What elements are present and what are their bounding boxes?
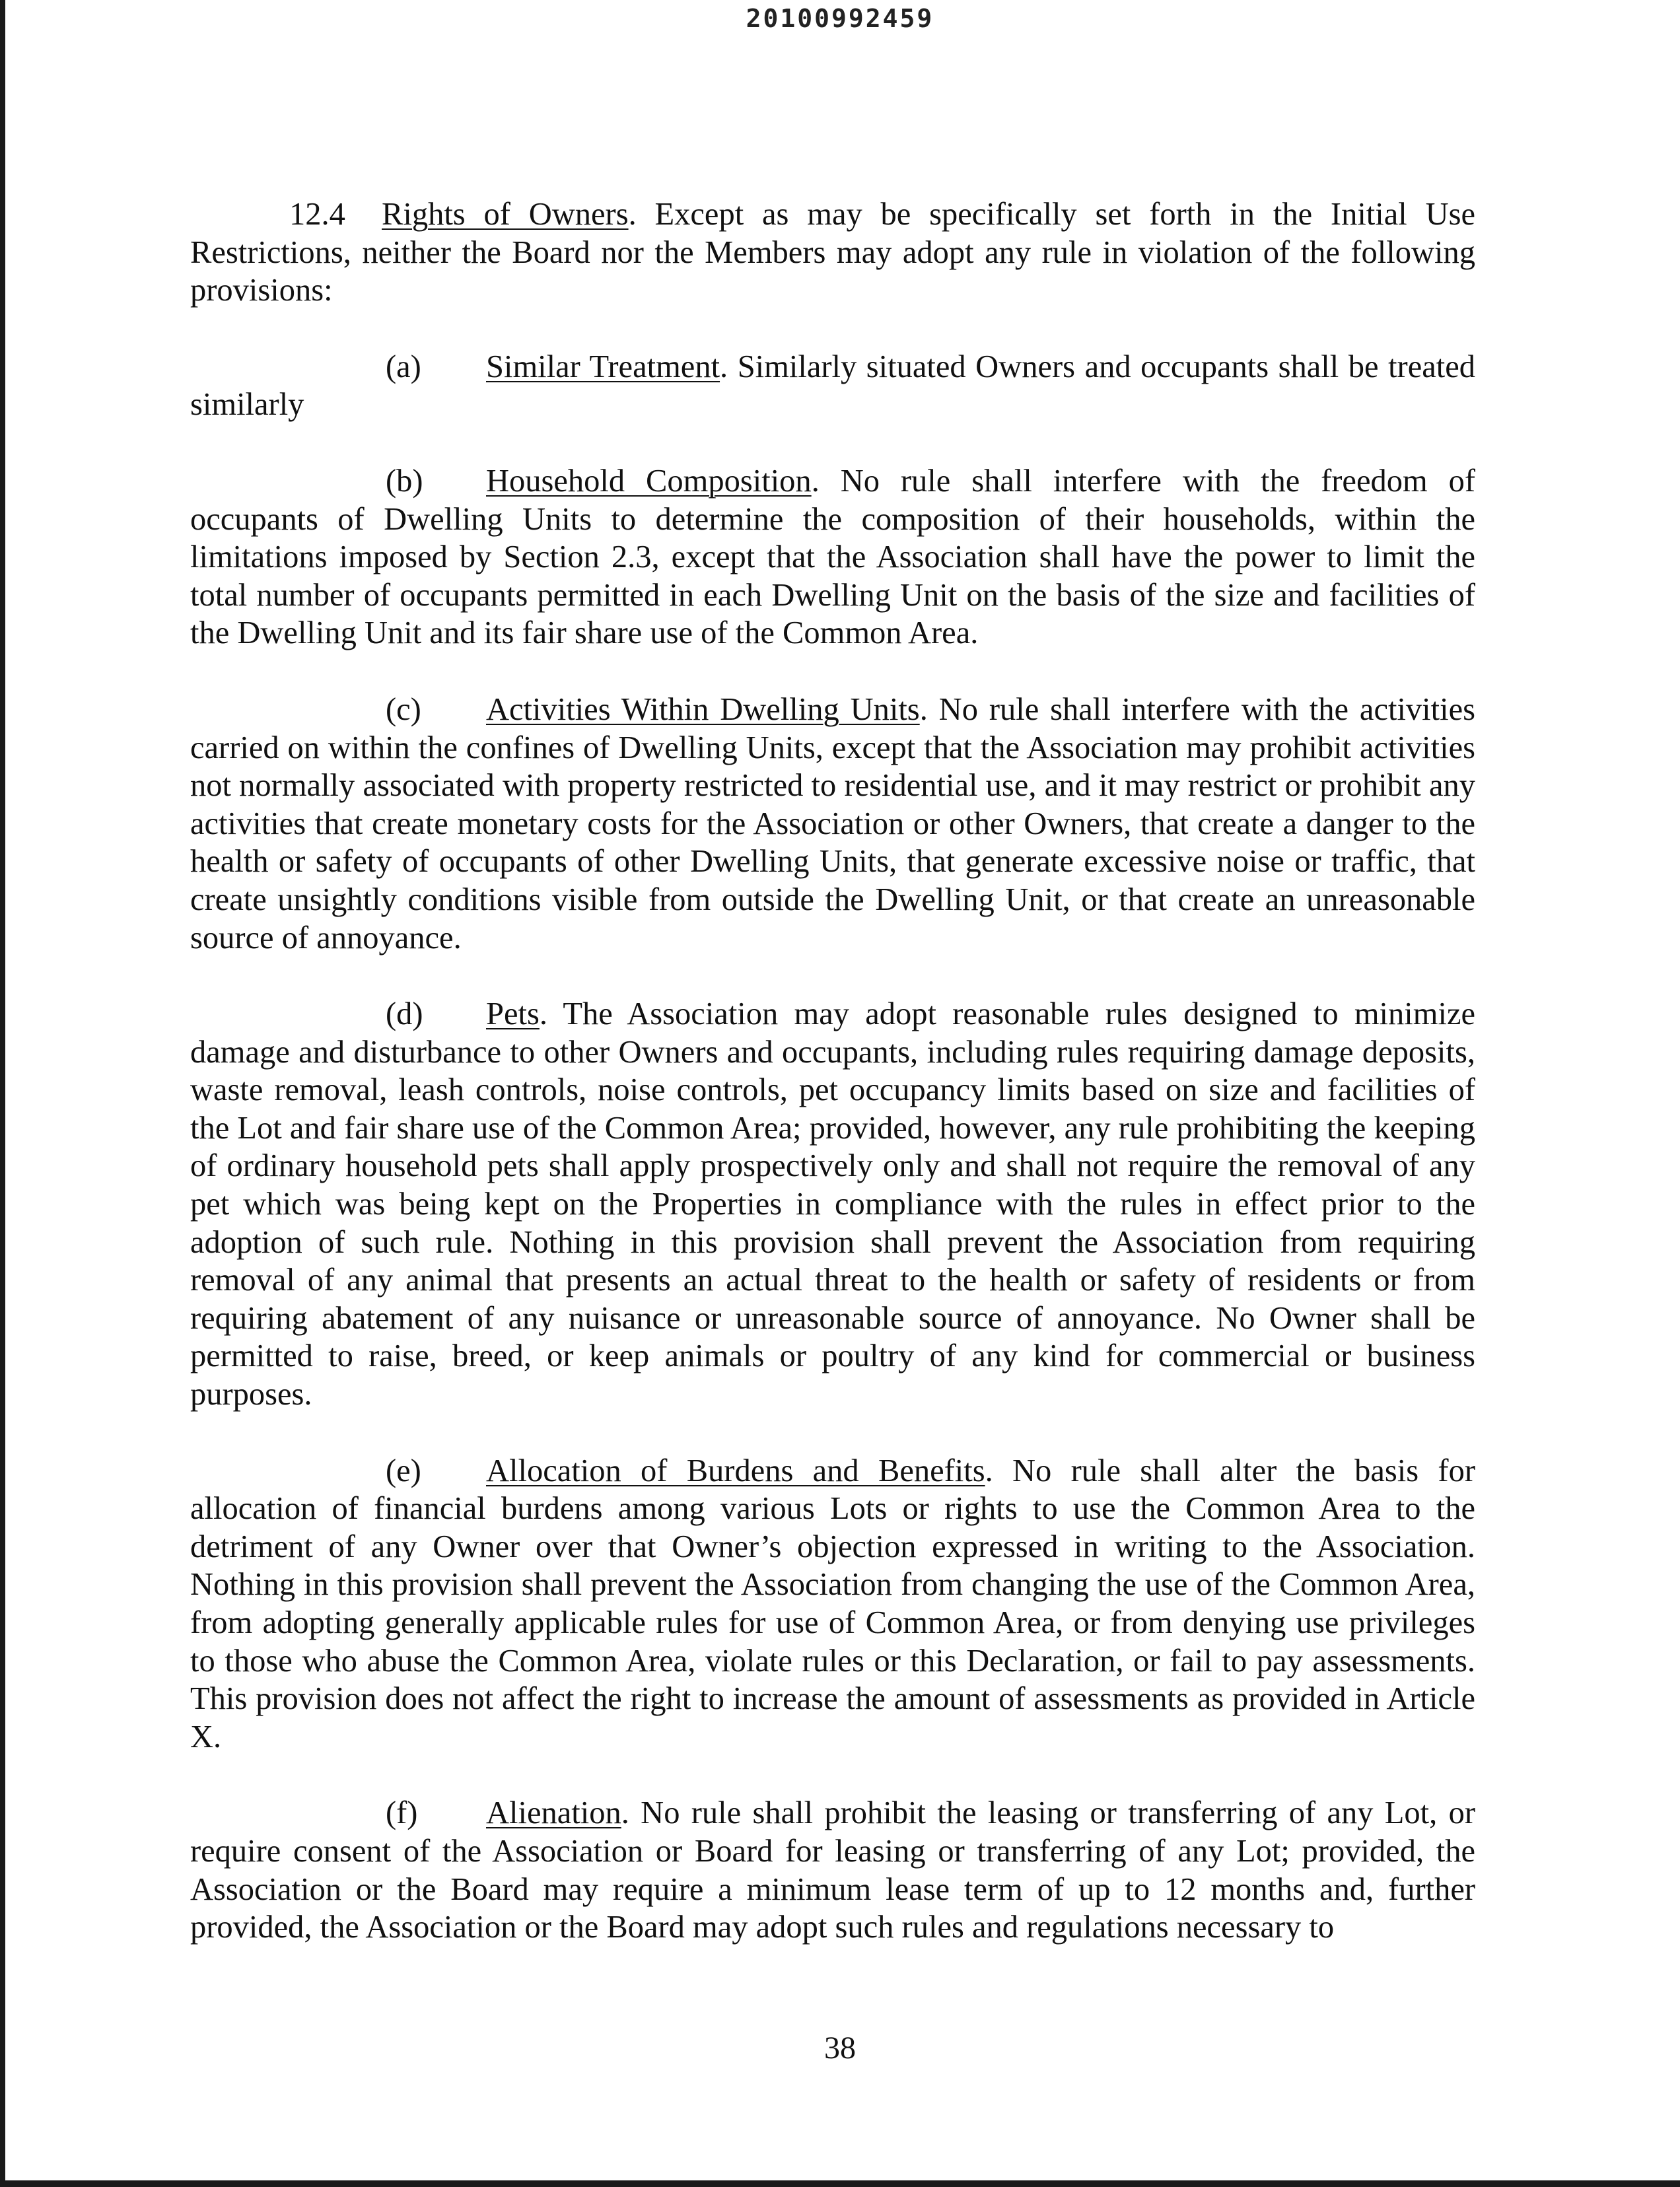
item-label: (e) — [386, 1453, 421, 1488]
scan-border-bottom — [0, 2180, 1680, 2187]
scan-border-left — [0, 0, 5, 2187]
section-heading: Rights of Owners — [382, 197, 629, 232]
item-heading: Similar Treatment — [486, 349, 720, 384]
page-body — [190, 195, 1475, 1985]
item-text: . Similarly situated Owners and occupants shall be treated similarly — [190, 349, 1475, 423]
item-heading: Activities Within Dwelling Units — [486, 691, 920, 727]
item-paragraph-f — [190, 1794, 1475, 1946]
section-paragraph — [190, 195, 1475, 310]
item-text: . No rule shall interfere with the activities carried on within the confines of Dwelling Units, except that the Association may prohibit activities not normally associated with property restricted to residential use, and it may restrict or prohibit any activities that create monetary costs for the Association or other Owners, that create a danger to the health or safety of occupants of other Dwelling Units, that generate excessive noise or traffic, that create unsightly conditions visible from outside the Dwelling Unit, or that create an unreasonable source of annoyance. — [190, 691, 1475, 955]
page-number: 38 — [824, 2031, 856, 2066]
item-heading: Alienation — [486, 1795, 621, 1831]
item-heading: Pets — [486, 996, 540, 1032]
item-text: . No rule shall interfere with the freedom of occupants of Dwelling Units to determine the composition of their households, within the limitations imposed by Section 2.3, except that the Association shall have the power to limit the total number of occupants permitted in each Dwelling Unit on the basis of the size and facilities of the Dwelling Unit and its fair share use of the Common Area. — [190, 463, 1476, 651]
section-text: . Except as may be specifically set forth in the Initial Use Restrictions, neither the Board nor the Members may adopt any rule in violation of the following provisions: — [190, 197, 1475, 308]
item-label: (c) — [386, 691, 421, 727]
item-paragraph-a — [190, 348, 1475, 424]
item-label: (a) — [386, 349, 421, 384]
item-label: (f) — [386, 1795, 418, 1831]
item-label: (d) — [386, 996, 423, 1032]
item-paragraph-b — [190, 462, 1475, 652]
item-heading: Household Composition — [486, 463, 812, 499]
item-heading: Allocation of Burdens and Benefits — [486, 1453, 985, 1488]
item-paragraph-d — [190, 995, 1475, 1414]
item-paragraph-c — [190, 691, 1475, 957]
item-text: . No rule shall alter the basis for allocation of financial burdens among various Lots or rights to use the Common Area to the detriment of any Owner over that Owner’s objection expressed in writing to the Association. Nothing in this provision shall prevent the Association from changing the use of the Common Area, from adopting generally applicable rules for use of Common Area, or from denying use privileges to those who abuse the Common Area, violate rules or this Declaration, or fail to pay assessments. This provision does not affect the right to increase the amount of assessments as provided in Article X. — [190, 1453, 1475, 1754]
item-text: . No rule shall prohibit the leasing or transferring of any Lot, or require consent of the Association or Board for leasing or transferring of any Lot; provided, the Association or the Board may require a minimum lease term of up to 12 months and, further provided, the Association or the Board may adopt such rules and regulations necessary to — [190, 1795, 1475, 1945]
item-label: (b) — [386, 463, 423, 499]
section-number: 12.4 — [289, 197, 345, 232]
item-paragraph-e — [190, 1452, 1475, 1756]
item-text: . The Association may adopt reasonable rules designed to minimize damage and disturbance to other Owners and occupants, including rules requiring damage deposits, waste removal, leash controls, noise controls, pet occupancy limits based on size and facilities of the Lot and fair share use of the Common Area; provided, however, any rule prohibiting the keeping of ordinary household pets shall apply prospectively only and shall not require the removal of any pet which was being kept on the Properties in compliance with the rules in effect prior to the adoption of such rule. Nothing in this provision shall prevent the Association from requiring removal of any animal that presents an actual threat to the health or safety of residents or from requiring abatement of any nuisance or unreasonable source of annoyance. No Owner shall be permitted to raise, breed, or keep animals or poultry of any kind for commercial or business purposes. — [190, 996, 1475, 1412]
document-number: 20100992459 — [746, 4, 934, 33]
